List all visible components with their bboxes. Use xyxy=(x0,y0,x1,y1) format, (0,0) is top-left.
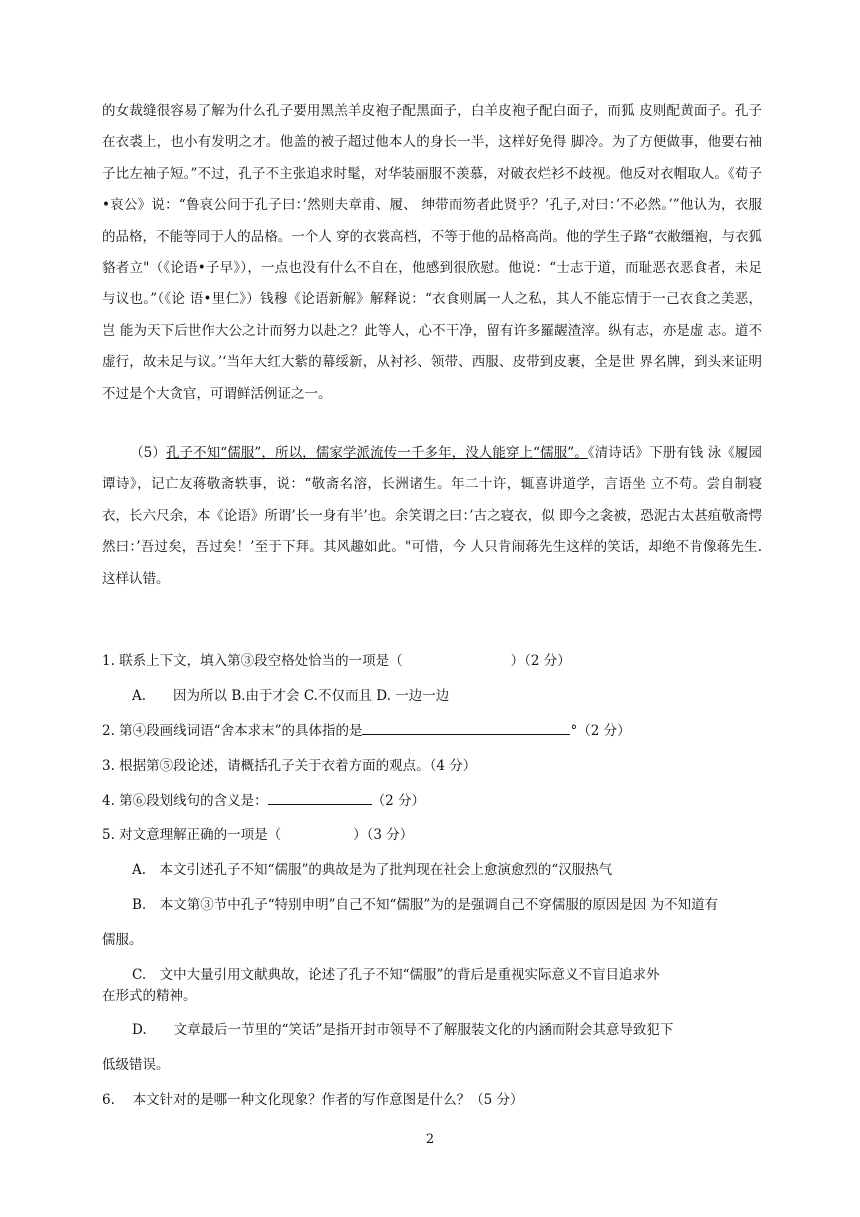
passage-paragraph-5 xyxy=(102,438,762,595)
option-5d-continued: 低级错误。 xyxy=(102,1057,170,1073)
question-1-options: A. 因为所以 B.由于才会 C.不仅而且 D. 一边一边 xyxy=(132,688,450,704)
question-1 xyxy=(102,649,571,669)
question-1-score: ）（2 分） xyxy=(510,653,571,669)
passage-paragraph-4: 的女裁缝很容易了解为什么孔子要用黑羔羊皮袍子配黑面子，白羊皮袍子配白面子，而狐 皮则配黄面子。孔子在衣裘上，也小有发明之才。他盖的被子超过他本人的身长一半，这样好免得 脚冷。为了方便做事，他要右袖子比左袖子短。”不过，孔子不主张追求时髦，对华装丽服不羡慕，对破衣烂衫不歧视。他反对衣帽取人。《荀子•哀公》说：“鲁哀公问于孔子曰：’然则夫章甫、履、 绅带而笏者此贤乎？’孔子,对曰：’不必然。’”他认为，衣服的品格，不能等同于人的品格。一个人 穿的衣裳高档，不等于他的品格高尚。他的学生子路“衣敝缰袍，与衣狐貉者立"（《论语•子早》），一点也没有什么不自在，他感到很欣慰。他说：“士志于道，而耻恶衣恶食者，未足与议也。”（《论 语•里仁》）钱穆《论语新解》解释说：“衣食则属一人之私，其人不能忘情于一己衣食之美恶，岂 能为天下后世作大公之计而努力以赴之？此等人，心不干净，留有许多羅龌渣滓。纵有志，亦是虚 志。道不虚行，故未足与议。’‘当年大红大紫的幕绥新，从衬衫、领带、西服、皮带到皮裹，全是世 界名牌，到头来证明不过是个大贪官，可谓鲜活例证之一。 xyxy=(102,103,762,402)
question-6: 6. 本文针对的是哪一种文化现象？作者的写作意图是什么？（5 分） xyxy=(102,1092,524,1108)
page-number: 2 xyxy=(425,1132,435,1147)
question-2-text: 2. 第④段画线词语“舍本求末”的具体指的是 xyxy=(102,723,363,739)
answer-blank-4[interactable] xyxy=(268,791,372,805)
question-4-text: 4. 第⑥段划线句的含义是： xyxy=(102,793,268,809)
question-5-score: ）（3 分） xyxy=(353,827,414,843)
option-5a: A. 本文引述孔子不知“儒服”的典故是为了批判现在社会上愈演愈烈的“汉服热气 xyxy=(132,862,613,878)
question-5 xyxy=(102,823,413,843)
question-1-text: 1. 联系上下文，填入第③段空格处恰当的一项是（ xyxy=(102,653,403,669)
option-5c-continued: 在形式的精神。 xyxy=(102,988,197,1004)
question-2-score: °（2 分） xyxy=(570,723,631,739)
question-3: 3. 根据第⑤段论述，请概括孔子关于衣着方面的观点。（4 分） xyxy=(102,758,477,774)
question-4-score: （2 分） xyxy=(371,793,426,809)
option-5d: D. 文章最后一节里的“笑话”是指开封市领导不了解服装文化的内涵而附会其意导致犯下 xyxy=(132,1022,674,1038)
underlined-sentence: 孔子不知“儒服”，所以，儒家学派流传一千多年，没人能穿上“儒服”。 xyxy=(165,445,588,461)
option-5c: C. 文中大量引用文献典故，论述了孔子不知“儒服”的背后是重视实际意义不盲目追求外 xyxy=(132,967,660,983)
question-4 xyxy=(102,789,425,809)
question-2 xyxy=(102,719,631,739)
option-5b-continued: 儒服。 xyxy=(102,932,143,948)
answer-blank-2[interactable] xyxy=(362,721,570,735)
paragraph-number: （5） xyxy=(130,445,166,461)
question-5-text: 5. 对文意理解正确的一项是（ xyxy=(102,827,282,843)
paragraph-body: 《清诗话》下册有钱 泳《履园谭诗》，记亡友蒋敬斋轶事，说：“敬斋名溶，长洲诸生。年二十许，辄喜讲道学，言语坐 立不苟。尝自制寝衣，长六尺余，本《论语》所谓’长一身有半’也。余笑谓之曰：’古之寝衣，似 即今之衾被，恐泥古太甚疽敬斋愕然曰：’吾过矣，吾过矣！’至于下拜。其风趣如此。"可惜，今 人只肯闹蒋先生这样的笑话，却绝不肯像蒋先生.这样认错。 xyxy=(102,445,763,587)
option-5b: B. 本文第③节中孔子“特别申明”自己不知“儒服”为的是强调自己不穿儒服的原因是因 为不知道有 xyxy=(132,897,719,913)
